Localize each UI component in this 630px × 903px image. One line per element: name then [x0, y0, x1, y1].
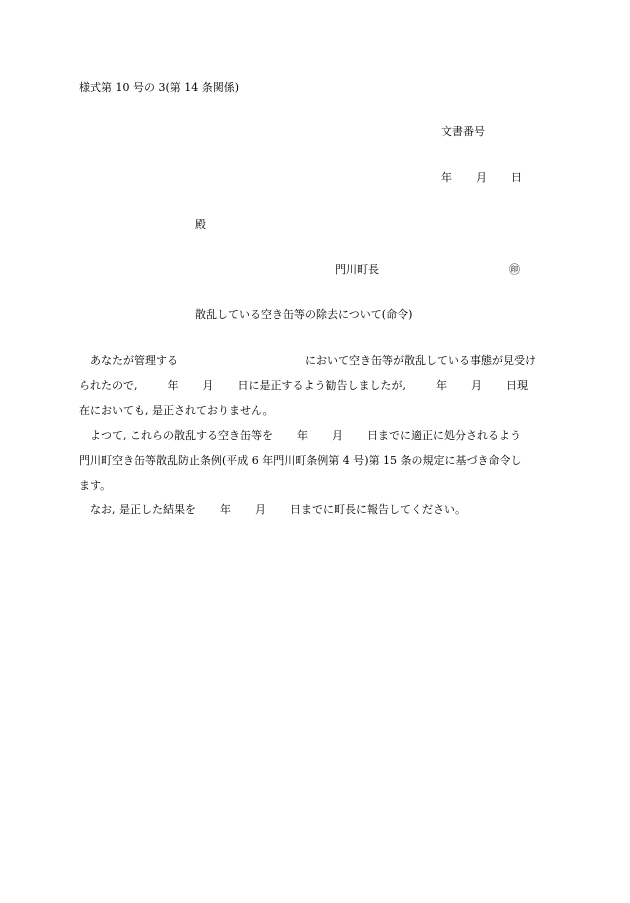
- date-year-label: 年: [441, 171, 452, 184]
- document-number-label: 文書番号: [441, 125, 485, 138]
- body-line-2: られたので, 年 月 日に是正するよう勧告しましたが, 年 月 日現: [79, 379, 528, 392]
- date-line: [441, 170, 522, 185]
- body-line-4: よつて, これらの散乱する空き缶等を 年 月 日までに適正に処分されるよう: [90, 429, 521, 442]
- body-line-6: ます。: [79, 479, 112, 492]
- body-line-1: あなたが管理する において空き缶等が散乱している事態が見受け: [90, 354, 536, 367]
- date-month-label: 月: [476, 171, 487, 184]
- addressee-honorific: 殿: [195, 218, 206, 231]
- form-label: 様式第 10 号の 3(第 14 条関係): [79, 81, 240, 94]
- issuer-title: 門川町長: [335, 263, 379, 276]
- seal-mark: ㊞: [509, 263, 520, 276]
- body-line-5: 門川町空き缶等散乱防止条例(平成 6 年門川町条例第 4 号)第 15 条の規定に基づき命令し: [79, 454, 522, 467]
- document-subject: 散乱している空き缶等の除去について(命令): [195, 308, 413, 321]
- date-day-label: 日: [511, 171, 522, 184]
- body-line-3: 在においても, 是正されておりません。: [79, 404, 274, 417]
- body-line-7: なお, 是正した結果を 年 月 日までに町長に報告してください。: [90, 503, 466, 516]
